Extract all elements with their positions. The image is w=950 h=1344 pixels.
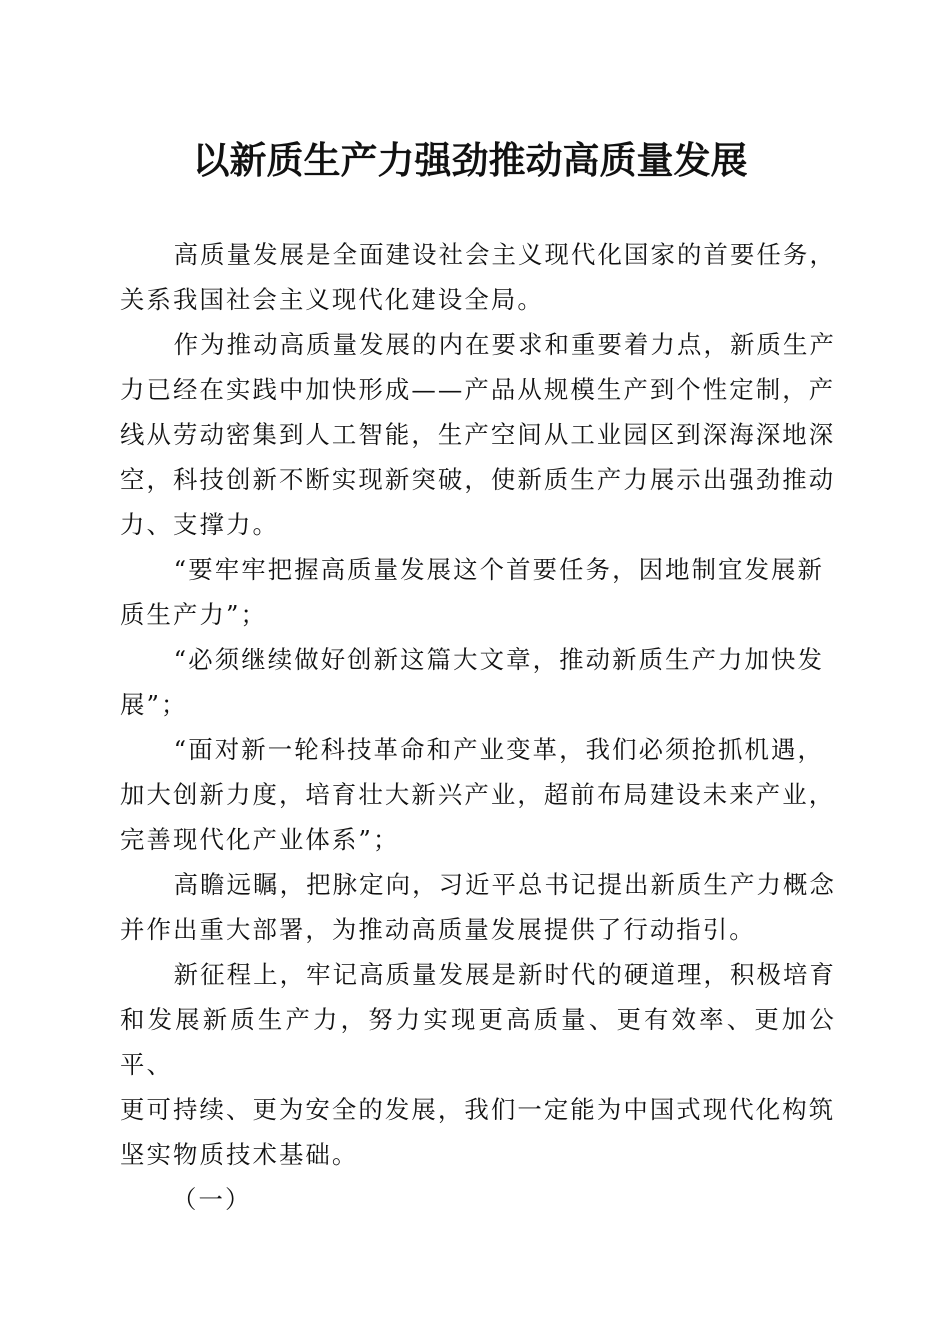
paragraph-3-quote [120,547,836,637]
paragraph-line: 质生产力”； [120,600,268,629]
paragraph-4-quote [120,637,836,727]
paragraph-line: 力、支撑力。 [120,510,279,539]
section-marker: （一） [172,1185,252,1214]
paragraph-line: 展”； [120,690,188,719]
paragraph-line: 关系我国社会主义现代化建设全局。 [120,285,544,314]
paragraph-line: 空，科技创新不断实现新突破，使新质生产力展示出强劲推动 [120,465,836,494]
document-body [120,232,836,1222]
paragraph-line: 新征程上，牢记高质量发展是新时代的硬道理，积极培育 [173,960,836,989]
paragraph-line: 完善现代化产业体系”； [120,825,400,854]
paragraph-7 [120,952,836,1177]
paragraph-line: 坚实物质技术基础。 [120,1140,359,1169]
paragraph-1 [120,232,836,322]
paragraph-line: 作为推动高质量发展的内在要求和重要着力点，新质生产 [173,330,836,359]
paragraph-6 [120,862,836,952]
paragraph-line: 力已经在实践中加快形成——产品从规模生产到个性定制，产 [120,375,836,404]
paragraph-line: 高质量发展是全面建设社会主义现代化国家的首要任务， [173,240,836,269]
paragraph-line: 并作出重大部署，为推动高质量发展提供了行动指引。 [120,915,756,944]
paragraph-5-quote [120,727,836,862]
paragraph-line: 加大创新力度，培育壮大新兴产业，超前布局建设未来产业， [120,780,836,809]
document-title: 以新质生产力强劲推动高质量发展 [192,138,748,182]
paragraph-line: 和发展新质生产力，努力实现更高质量、更有效率、更加公平、 [120,1005,836,1079]
paragraph-line: 线从劳动密集到人工智能，生产空间从工业园区到深海深地深 [120,420,836,449]
paragraph-line: “要牢牢把握高质量发展这个首要任务，因地制宜发展新 [173,555,825,584]
paragraph-line: “面对新一轮科技革命和产业变革，我们必须抢抓机遇， [173,735,825,764]
paragraph-line: “必须继续做好创新这篇大文章，推动新质生产力加快发 [173,645,825,674]
paragraph-line: 高瞻远瞩，把脉定向，习近平总书记提出新质生产力概念 [173,870,836,899]
paragraph-line: 更可持续、更为安全的发展，我们一定能为中国式现代化构筑 [120,1095,836,1124]
paragraph-2 [120,322,836,547]
